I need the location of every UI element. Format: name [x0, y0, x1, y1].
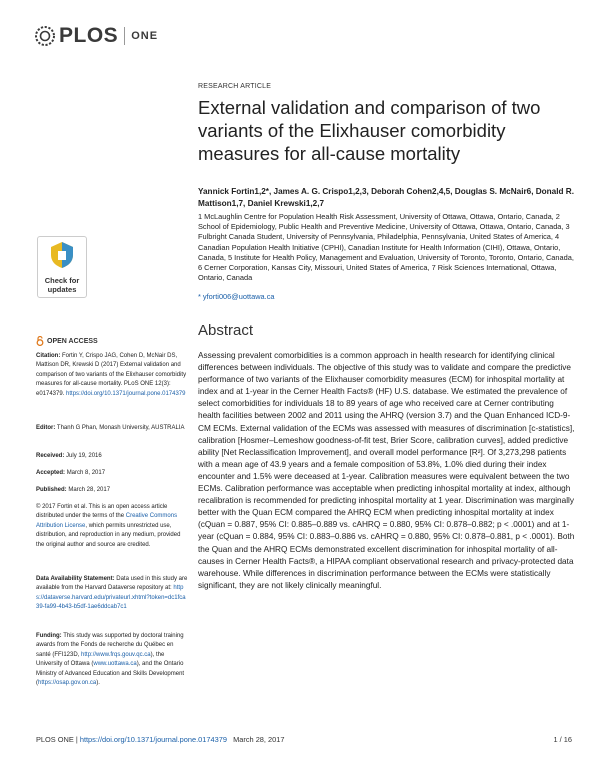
- received-date: July 19, 2016: [66, 453, 102, 459]
- footer-citation: [36, 735, 284, 744]
- page-number: 1 / 16: [553, 735, 572, 744]
- citation-block: [36, 352, 188, 399]
- funding-block: [36, 632, 188, 688]
- funding-text-4: ).: [96, 680, 100, 687]
- crossmark-icon: [49, 241, 75, 269]
- logo-divider: [124, 27, 125, 45]
- published-date: March 28, 2017: [68, 487, 111, 493]
- open-access-text: OPEN ACCESS: [47, 337, 98, 345]
- data-availability-text: Data used in this study are available from the Harvard Dataverse repository at:: [36, 576, 188, 592]
- footer-journal: PLOS ONE |: [36, 735, 80, 744]
- plos-logo-icon: [34, 25, 56, 47]
- dataverse-link[interactable]: https://dataverse.harvard.edu/privateurl.xhtml?token=dc1fca39-fa99-4b43-b5df-1ae6ddcab7c1: [36, 585, 186, 611]
- open-access-lock-icon: [36, 336, 44, 346]
- check-for-updates-badge[interactable]: [37, 236, 87, 298]
- accepted-block: [36, 469, 188, 478]
- received-label: Received:: [36, 453, 65, 459]
- data-availability-block: [36, 575, 188, 613]
- data-availability-label: Data Availability Statement:: [36, 576, 115, 582]
- article-title: External validation and comparison of two variants of the Elixhauser comorbidity measures for all-cause mortality: [198, 97, 541, 164]
- open-access-label: [36, 336, 98, 346]
- plos-logo[interactable]: [34, 24, 158, 48]
- funding-text-1: This study was supported by doctoral training awards from the Fonds de recherche du Québec en santé (FFI123D,: [36, 633, 184, 658]
- funding-label: Funding:: [36, 633, 62, 639]
- osap-link[interactable]: https://osap.gov.on.ca: [38, 680, 97, 687]
- citation-label: Citation:: [36, 353, 61, 359]
- citation-doi-link[interactable]: https://doi.org/10.1371/journal.pone.0174379: [66, 390, 186, 397]
- published-block: [36, 486, 188, 495]
- article-type: RESEARCH ARTICLE: [198, 83, 272, 90]
- editor-text: Thanh G Phan, Monash University, AUSTRALIA: [56, 425, 185, 431]
- crossmark-line2: updates: [47, 285, 77, 294]
- funding-text-2: ), the University of Ottawa (: [36, 651, 165, 668]
- abstract-text: Assessing prevalent comorbidities is a common approach in health research for identifying clinical differences between individuals. The objective of this study was to validate and compare the predictive performance of two variants of the Elixhauser comorbidity measures (ECM) for inhospital mortality at index and at 1-year in the Cerner Health Facts® (HF) U.S. database. We estimated the prevalence of select comorbidities for individuals 18 to 89 years of age who received care at Cerner contributing health facilities between 2002 and 2011 using the AHRQ (version 3.7) and the Quan Enhanced ICD-9-CM ECMs. External validation of the ECMs was assessed with measures of discrimination [c-statistics], calibration [Hosmer–Lemeshow goodness-of-fit test, Brier Score, calibration curves], added predictive ability [Net Reclassification Improvement], and overall model performance [R²]. Of 3,273,298 patients with a mean age of 43.9 years and a female composition of 53.8%, 1.0% died during their index encounter and 1.5% were deceased at 1-year. Calibration measures were equivalent between the two ECMs. Calibration performance was acceptable when predicting inhospital mortality at index, although recalibration is recommended for predicting inhospital mortality at 1 year. Discrimination was marginally better with the Quan ECM compared the AHRQ ECM when predicting inhospital mortality at index (cQuan = 0.887, 95% CI: 0.885–0.889 vs. cAHRQ = 0.880, 95% CI: 0.878–0.882; p < .0001) and at 1-year (cQuan = 0.884, 95% CI: 0.883–0.886 vs. cAHRQ = 0.880, 95% CI: 0.878–0.881, p < .0001). Both the Quan and the AHRQ ECMs demonstrated excellent discrimination for inhospital mortality of all-causes in Cerner Health Facts®, a HIPAA compliant observational research and privacy-protected data warehouse. While differences in discrimination performance between the ECMs were statistically significant, they are not likely clinically meaningful.: [198, 351, 575, 590]
- published-label: Published:: [36, 487, 67, 493]
- accepted-label: Accepted:: [36, 470, 66, 476]
- abstract-heading: Abstract: [198, 322, 254, 339]
- footer-doi-link[interactable]: https://doi.org/10.1371/journal.pone.0174379: [79, 735, 227, 744]
- citation-text: Fortin Y, Crispo JAG, Cohen D, McNair DS, Mattison DR, Krewski D (2017) External validation and comparison of two variants of the Elixhauser comorbidity measures for all-cause mortality. PLoS ONE 12(3): e0174379.: [36, 353, 187, 397]
- funding-text-3: ), and the Ontario Ministry of Advanced Education and Skills Development (: [36, 661, 185, 687]
- logo-text: PLOS: [59, 24, 119, 47]
- uottawa-link[interactable]: www.uottawa.ca: [93, 661, 137, 668]
- crossmark-line1: Check for: [44, 276, 80, 285]
- journal-name: ONE: [131, 30, 159, 42]
- copyright-text-2: , which permits unrestricted use, distribution, and reproduction in any medium, provided the original author and source are credited.: [36, 522, 181, 548]
- frqs-link[interactable]: http://www.frqs.gouv.qc.ca: [81, 651, 151, 658]
- author-list: Yannick Fortin1,2*, James A. G. Crispo1,2,3, Deborah Cohen2,4,5, Douglas S. McNair6, Donald R. Mattison1,7, Daniel Krewski1,2,7: [198, 187, 574, 208]
- footer-date: March 28, 2017: [233, 735, 285, 744]
- received-block: [36, 452, 188, 461]
- copyright-block: [36, 503, 188, 550]
- accepted-date: March 8, 2017: [66, 470, 106, 476]
- copyright-text-1: © 2017 Fortin et al. This is an open access article distributed under the terms of the: [36, 504, 168, 520]
- corresponding-email[interactable]: * yforti006@uottawa.ca: [198, 292, 275, 301]
- affiliations: 1 McLaughlin Centre for Population Health Risk Assessment, University of Ottawa, Ottawa, Ontario, Canada, 2 School of Epidemiology, Public Health and Preventive Medicine, University of Ottawa, Ottawa, Ontario, Canada, 3 Fulbright Canada Student, University of Pennsylvania, Philadelphia, Pennsylvania, United States of America, 4 Canadian Population Health Initiative (CPHI), Canadian Institute for Health Information (CIHI), Ottawa, Ontario, Canada, 5 Institute for Health Policy, Management and Evaluation, University of Toronto, Toronto, Ontario, Canada, 6 Cerner Corporation, Kansas City, Missouri, United States of America, 7 Risk Sciences International, Ottawa, Ontario, Canada: [198, 212, 574, 283]
- editor-label: Editor:: [36, 425, 56, 431]
- editor-block: [36, 424, 188, 433]
- cc-license-link[interactable]: Creative Commons Attribution License: [36, 513, 178, 529]
